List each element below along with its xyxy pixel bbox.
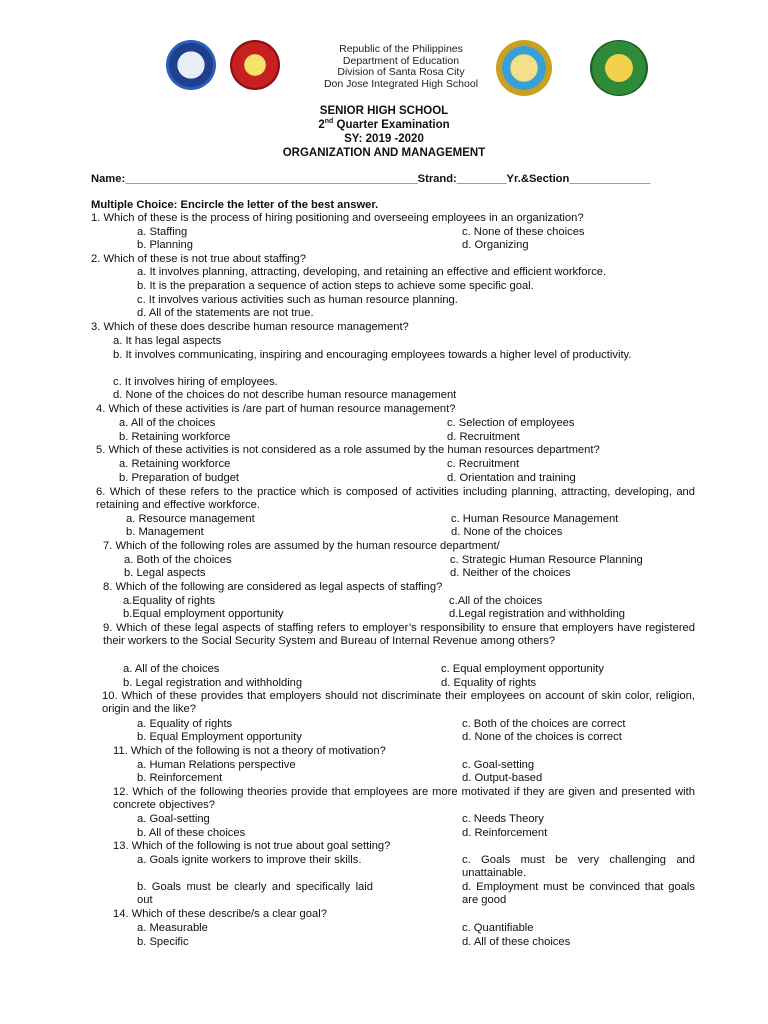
school-seal-logo [590,40,648,96]
choice-2c: c. It involves various activities such as human resource planning. [137,294,458,306]
choice-2d: d. All of the statements are not true. [137,307,314,319]
division-text: Division of Santa Rosa City [337,66,465,78]
question-4: 4. Which of these activities is /are part of human resource management? [96,403,456,415]
department-text: Department of Education [342,54,460,67]
choice-8c: c.All of the choices [449,595,543,607]
choice-11b: b. Reinforcement [137,772,223,784]
choice-9a: a. All of the choices [123,663,220,675]
choice-8d: d.Legal registration and withholding [449,608,626,620]
choice-14d: d. All of these choices [462,936,571,948]
choice-6d: d. None of the choices [451,526,563,538]
choice-13b: b. Goals must be clearly and specifically laid out [137,881,373,906]
question-6: 6. Which of these refers to the practice which is composed of activities including planning, attracting, developing, and retaining and effective workforce. [96,486,695,511]
instructions: Multiple Choice: Encircle the letter of the best answer. [91,199,379,211]
question-13: 13. Which of the following is not true about goal setting? [113,840,391,852]
choice-14c: c. Quantifiable [462,922,534,934]
question-12: 12. Which of the following theories provide that employees are more motivated if they are given and presented with concrete objectives? [113,786,695,811]
choice-2b: b. It is the preparation a sequence of action steps to achieve some specific goal. [137,280,534,292]
choice-9c: c. Equal employment opportunity [441,663,604,675]
question-1: 1. Which of these is the process of hiring positioning and overseeing employees in an organization? [91,212,584,224]
choice-7a: a. Both of the choices [124,554,232,566]
republic-text: Republic of the Philippines [339,43,463,55]
choice-5a: a. Retaining workforce [119,458,231,470]
choice-7c: c. Strategic Human Resource Planning [450,554,643,566]
choice-12c: c. Needs Theory [462,813,544,825]
choice-12d: d. Reinforcement [462,827,548,839]
choice-3c: c. It involves hiring of employees. [113,376,278,388]
choice-13a: a. Goals ignite workers to improve their skills. [137,854,362,866]
choice-14b: b. Specific [137,936,189,948]
question-10: 10. Which of these provides that employers should not discriminate their employees on account of skin color, religion, origin and the like? [102,690,695,715]
choice-4d: d. Recruitment [447,431,520,443]
choice-11d: d. Output-based [462,772,543,784]
choice-4b: b. Retaining workforce [119,431,231,443]
choice-3d: d. None of the choices do not describe human resource management [113,389,457,401]
choice-13d: d. Employment must be convinced that goals are good [462,881,695,906]
question-11: 11. Which of the following is not a theory of motivation? [113,745,386,757]
choice-6a: a. Resource management [126,513,255,525]
choice-8a: a.Equality of rights [123,595,216,607]
question-5: 5. Which of these activities is not considered as a role assumed by the human resources department? [96,444,600,456]
school-text: Don Jose Integrated High School [323,77,479,90]
division-seal-logo [230,40,280,90]
choice-8b: b.Equal employment opportunity [123,608,284,620]
choice-3a: a. It has legal aspects [113,335,222,347]
choice-5c: c. Recruitment [447,458,520,470]
choice-5d: d. Orientation and training [447,472,576,484]
choice-1b: b. Planning [137,239,193,251]
choice-9d: d. Equality of rights [441,677,537,689]
question-7: 7. Which of the following roles are assumed by the human resource department/ [103,540,500,552]
name-line: Name:_______________________________________________Strand:________Yr.&Section_____________ [91,173,651,185]
deped-header [306,44,496,90]
choice-13c: c. Goals must be very challenging and unattainable. [462,854,695,879]
choice-7d: d. Neither of the choices [450,567,571,579]
choice-14a: a. Measurable [137,922,208,934]
subject-title: ORGANIZATION AND MANAGEMENT [282,147,486,159]
choice-10c: c. Both of the choices are correct [462,718,626,730]
choice-4a: a. All of the choices [119,417,216,429]
choice-10a: a. Equality of rights [137,718,233,730]
choice-7b: b. Legal aspects [124,567,206,579]
choice-6b: b. Management [126,526,204,538]
choice-11a: a. Human Relations perspective [137,759,296,771]
choice-1d: d. Organizing [462,239,529,251]
choice-9b: b. Legal registration and withholding [123,677,303,689]
choice-2a: a. It involves planning, attracting, developing, and retaining an effective and efficient workforce. [137,266,607,278]
choice-1c: c. None of these choices [462,226,585,238]
choice-1a: a. Staffing [137,226,188,238]
choice-5b: b. Preparation of budget [119,472,240,484]
choice-11c: c. Goal-setting [462,759,535,771]
question-8: 8. Which of the following are considered as legal aspects of staffing? [103,581,443,593]
choice-12b: b. All of these choices [137,827,246,839]
question-14: 14. Which of these describe/s a clear goal? [113,908,327,920]
exam-title: 2nd Quarter Examination [318,118,450,131]
question-3: 3. Which of these does describe human resource management? [91,321,409,333]
choice-4c: c. Selection of employees [447,417,575,429]
choice-6c: c. Human Resource Management [451,513,619,525]
question-2: 2. Which of these is not true about staffing? [91,253,306,265]
question-9: 9. Which of these legal aspects of staffing refers to employer’s responsibility to ensure that employers have registered their workers to the Social Security System and Bureau of Internal Revenue among others? [103,622,695,647]
deped-seal-logo [166,40,216,90]
city-seal-logo [496,40,552,96]
choice-12a: a. Goal-setting [137,813,210,825]
choice-10b: b. Equal Employment opportunity [137,731,302,743]
choice-10d: d. None of the choices is correct [462,731,622,743]
level-title: SENIOR HIGH SCHOOL [319,105,449,117]
school-year: SY: 2019 -2020 [344,133,424,145]
choice-3b: b. It involves communicating, inspiring and encouraging employees towards a higher level of productivity. [113,349,632,361]
